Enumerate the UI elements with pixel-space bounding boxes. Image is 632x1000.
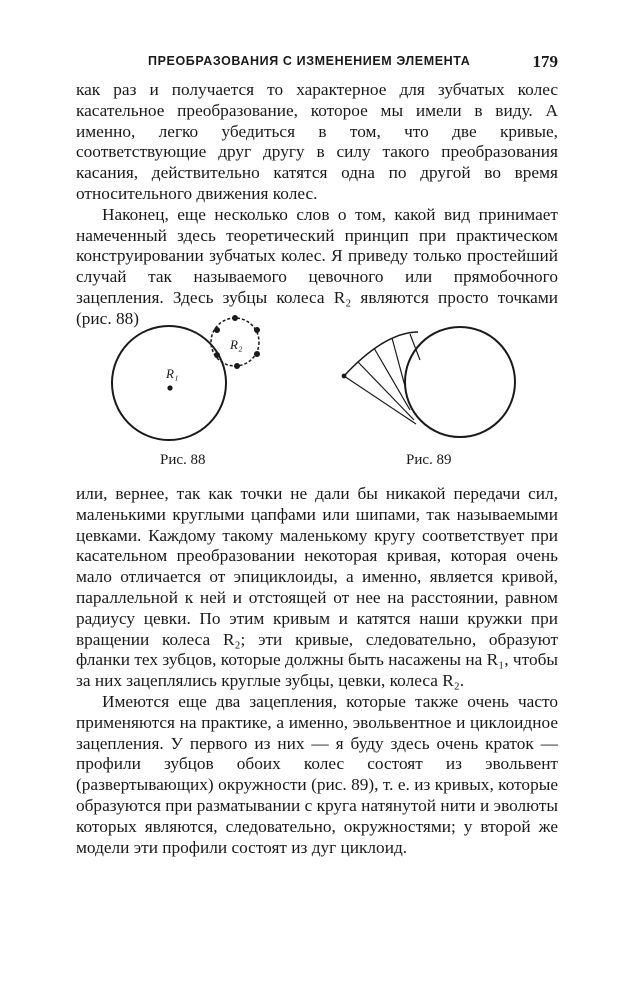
pin-tooth — [254, 351, 260, 357]
pin-tooth — [234, 363, 240, 369]
figure-89 — [342, 327, 515, 437]
text-block-bottom — [76, 484, 558, 858]
pin-tooth — [232, 315, 238, 321]
figures-row — [76, 312, 558, 480]
paragraph: как раз и получается то характерное для зубчатых колес касательное преобразование, которое мы имели в виду. А именно, легко убедиться в том, что две кривые, соответствующие друг другу в силу такого преобразования касания, действительно катятся одна по другой во время относительного движения колес. — [76, 80, 558, 203]
wheel-r1 — [112, 326, 226, 440]
paragraph: Имеются еще два зацепления, которые также очень часто применяются на практике, а именно, эвольвентное и циклоидное зацепления. У первого из них — я буду здесь очень краток — профили зубцов обоих колес состоят из эвольвент (развертывающих) окружности (рис. 89), т. е. из кривых, которые образуются при разматывании с круга натянутой нити и эволюты которых являются, следовательно, окружностями; у второй же модели эти профили состоят из дуг циклоид. — [76, 691, 558, 857]
figure-88-caption: Рис. 88 — [160, 452, 206, 468]
pin-tooth — [254, 327, 260, 333]
label-r2: R₂ — [230, 337, 243, 352]
label-r1: R₁ — [166, 366, 179, 381]
wheel-r1-center — [167, 385, 172, 390]
paragraph: Наконец, еще несколько слов о том, какой вид принимает намеченный здесь теоретический принцип при практическом конструировании зубчатых колес. Я приведу только простейший случай так называемого цевочного или прямобочного зацепления. Здесь зубцы колеса R₂ являются просто точками (рис. 88) — [76, 204, 558, 328]
running-head: ПРЕОБРАЗОВАНИЯ С ИЗМЕНЕНИЕМ ЭЛЕМЕНТА — [148, 54, 471, 68]
page-header — [76, 52, 558, 76]
thread-end — [342, 374, 347, 379]
page-number: 179 — [532, 52, 558, 71]
figures-svg — [76, 312, 558, 480]
pin-tooth — [214, 327, 220, 333]
base-circle — [405, 327, 515, 437]
paragraph: или, вернее, так как точки не дали бы никакой передачи сил, маленькими круглыми цапфами или шипами, так называемыми цевками. Каждому такому маленькому кругу соответствует при касательном преобразовании некоторая кривая, которая очень мало отличается от эпициклоиды, а именно, является кривой, параллельной к ней и отстоящей от нее на расстоянии, равном радиусу цевки. По этим кривым и катятся наши кружки при вращении колеса R₂; эти кривые, следовательно, образуют фланки тех зубцов, которые должны быть насажены на R₁, чтобы за них зацеплялись круглые зубцы, цевки, колеса R₂. — [76, 484, 558, 691]
text-block-top — [76, 80, 558, 330]
figure-88 — [112, 315, 260, 440]
pin-tooth — [214, 352, 220, 358]
figure-89-caption: Рис. 89 — [406, 452, 452, 468]
